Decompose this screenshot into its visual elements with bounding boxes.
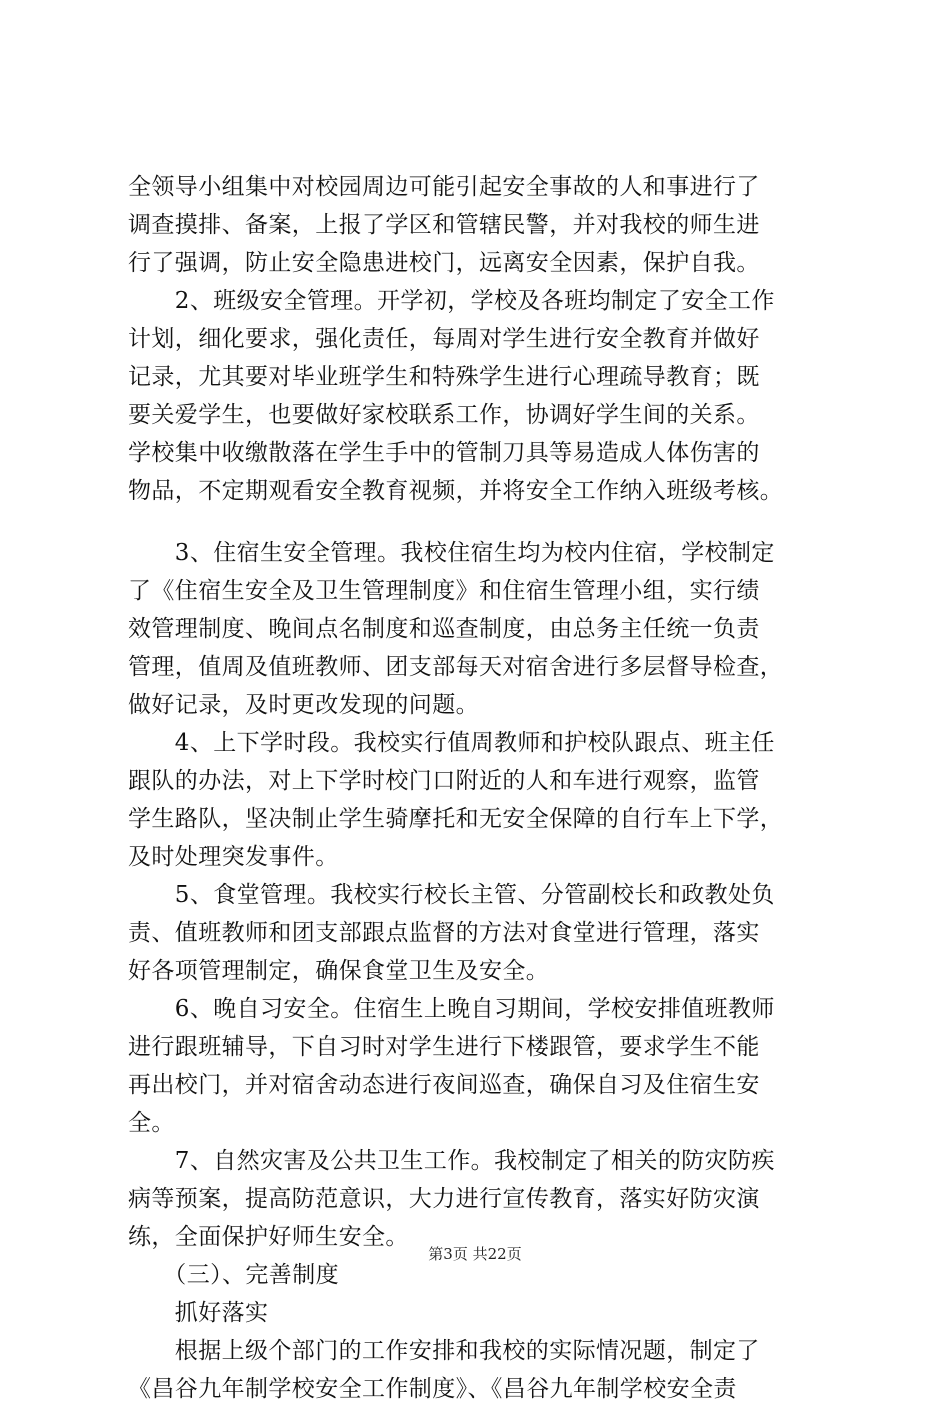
text-line: 学生路队，坚决制止学生骑摩托和无安全保障的自行车上下学， [128,806,784,832]
text-line: 物品，不定期观看安全教育视频，并将安全工作纳入班级考核。 [128,478,784,504]
text-line: 3、住宿生安全管理。我校住宿生均为校内住宿，学校制定 [128,540,775,566]
page-number-footer: 第3页 共22页 [428,1245,522,1263]
document-body [128,168,828,1408]
text-line: 管理，值周及值班教师、团支部每天对宿舍进行多层督导检查， [128,654,784,680]
text-line: 4、上下学时段。我校实行值周教师和护校队跟点、班主任 [128,730,775,756]
text-line: 效管理制度、晚间点名制度和巡查制度，由总务主任统一负责 [128,616,760,642]
text-line: 行了强调，防止安全隐患进校门，远离安全因素，保护自我。 [128,250,760,276]
text-line: 了《住宿生安全及卫生管理制度》和住宿生管理小组，实行绩 [128,578,760,604]
text-line: 计划，细化要求，强化责任，每周对学生进行安全教育并做好 [128,326,760,352]
text-line: 全。 [128,1110,175,1136]
text-line: 《昌谷九年制学校安全工作制度》、《昌谷九年制学校安全责 [128,1376,737,1402]
text-line: 好各项管理制定，确保食堂卫生及安全。 [128,958,550,984]
text-line: 跟队的办法，对上下学时校门口附近的人和车进行观察，监管 [128,768,760,794]
text-line: 2、班级安全管理。开学初，学校及各班均制定了安全工作 [128,288,775,314]
text-line: 再出校门，并对宿舍动态进行夜间巡查，确保自习及住宿生安 [128,1072,760,1098]
text-line: 做好记录，及时更改发现的问题。 [128,692,479,718]
text-line: 及时处理突发事件。 [128,844,339,870]
text-line: 调查摸排、备案，上报了学区和管辖民警，并对我校的师生进 [128,212,760,238]
text-line: 5、食堂管理。我校实行校长主管、分管副校长和政教处负 [128,882,775,908]
text-line: 记录，尤其要对毕业班学生和特殊学生进行心理疏导教育；既 [128,364,760,390]
text-line: 根据上级个部门的工作安排和我校的实际情况题，制定了 [128,1338,760,1364]
text-line: 全领导小组集中对校园周边可能引起安全事故的人和事进行了 [128,174,760,200]
text-line: 学校集中收缴散落在学生手中的管制刀具等易造成人体伤害的 [128,440,760,466]
text-line: 6、晚自习安全。住宿生上晚自习期间，学校安排值班教师 [128,996,775,1022]
paragraph-gap [128,510,828,534]
text-line: 进行跟班辅导，下自习时对学生进行下楼跟管，要求学生不能 [128,1034,760,1060]
section-heading: 抓好落实 [128,1300,269,1326]
section-heading: （三）、完善制度 [128,1262,339,1288]
text-line: 责、值班教师和团支部跟点监督的方法对食堂进行管理，落实 [128,920,760,946]
text-line: 练，全面保护好师生安全。 [128,1224,409,1250]
text-line: 7、自然灾害及公共卫生工作。我校制定了相关的防灾防疾 [128,1148,775,1174]
text-line: 要关爱学生，也要做好家校联系工作，协调好学生间的关系。 [128,402,760,428]
text-line: 病等预案，提高防范意识，大力进行宣传教育，落实好防灾演 [128,1186,760,1212]
